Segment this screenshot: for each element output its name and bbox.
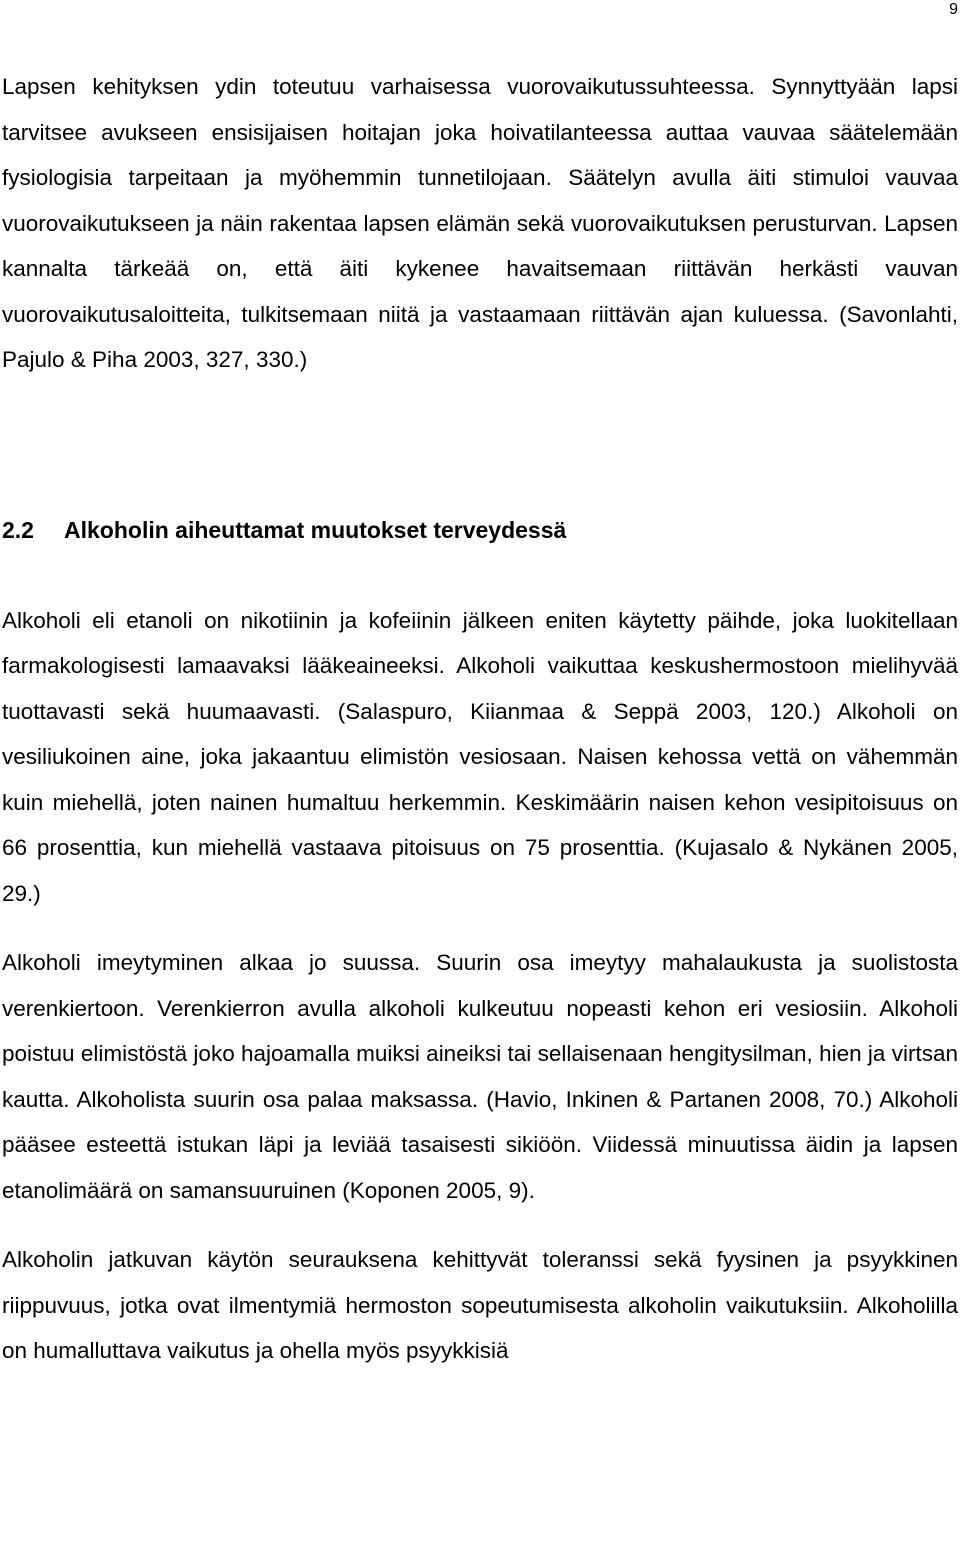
page-number: 9 bbox=[949, 1, 958, 18]
section-number: 2.2 bbox=[2, 516, 34, 543]
section-title: Alkoholin aiheuttamat muutokset terveydessä bbox=[64, 516, 567, 543]
document-page bbox=[2, 64, 958, 1374]
paragraph-alcohol-absorption: Alkoholi imeytyminen alkaa jo suussa. Suurin osa imeytyy mahalaukusta ja suolistosta verenkiertoon. Verenkierron avulla alkoholi kulkeutuu nopeasti kehon eri vesiosiin. Alkoholi poistuu elimistöstä joko hajoamalla muiksi aineiksi tai sellaisenaan hengitysilman, hien ja virtsan kautta. Alkoholista suurin osa palaa maksassa. (Havio, Inkinen & Partanen 2008, 70.) Alkoholi pääsee esteettä istukan läpi ja leviää tasaisesti sikiöön. Viidessä minuutissa äidin ja lapsen etanolimäärä on samansuuruinen (Koponen 2005, 9). bbox=[2, 950, 958, 1203]
paragraph-child-development: Lapsen kehityksen ydin toteutuu varhaisessa vuorovaikutussuhteessa. Synnyttyään lapsi tarvitsee avukseen ensisijaisen hoitajan joka hoivatilanteessa auttaa vauvaa säätelemään fysiologisia tarpeitaan ja myöhemmin tunnetilojaan. Säätelyn avulla äiti stimuloi vauvaa vuorovaikutukseen ja näin rakentaa lapsen elämän sekä vuorovaikutuksen perusturvan. Lapsen kannalta tärkeää on, että äiti kykenee havaitsemaan riittävän herkästi vauvan vuorovaikutusaloitteita, tulkitsemaan niitä ja vastaamaan riittävän ajan kuluessa. (Savonlahti, Pajulo & Piha 2003, 327, 330.) bbox=[2, 74, 958, 372]
paragraph-alcohol-tolerance: Alkoholin jatkuvan käytön seurauksena kehittyvät toleranssi sekä fyysinen ja psyykkinen riippuvuus, jotka ovat ilmentymiä hermoston sopeutumisesta alkoholin vaikutuksiin. Alkoholilla on humalluttava vaikutus ja ohella myös psyykkisiä bbox=[2, 1247, 958, 1363]
section-heading bbox=[2, 508, 958, 553]
paragraph-alcohol-definition: Alkoholi eli etanoli on nikotiinin ja kofeiinin jälkeen eniten käytetty päihde, joka luokitellaan farmakologisesti lamaavaksi lääkeaineeksi. Alkoholi vaikuttaa keskushermostoon mielihyvää tuottavasti sekä huumaavasti. (Salaspuro, Kiianmaa & Seppä 2003, 120.) Alkoholi on vesiliukoinen aine, joka jakaantuu elimistön vesiosaan. Naisen kehossa vettä on vähemmän kuin miehellä, joten nainen humaltuu herkemmin. Keskimäärin naisen kehon vesipitoisuus on 66 prosenttia, kun miehellä vastaava pitoisuus on 75 prosenttia. (Kujasalo & Nykänen 2005, 29.) bbox=[2, 607, 958, 906]
